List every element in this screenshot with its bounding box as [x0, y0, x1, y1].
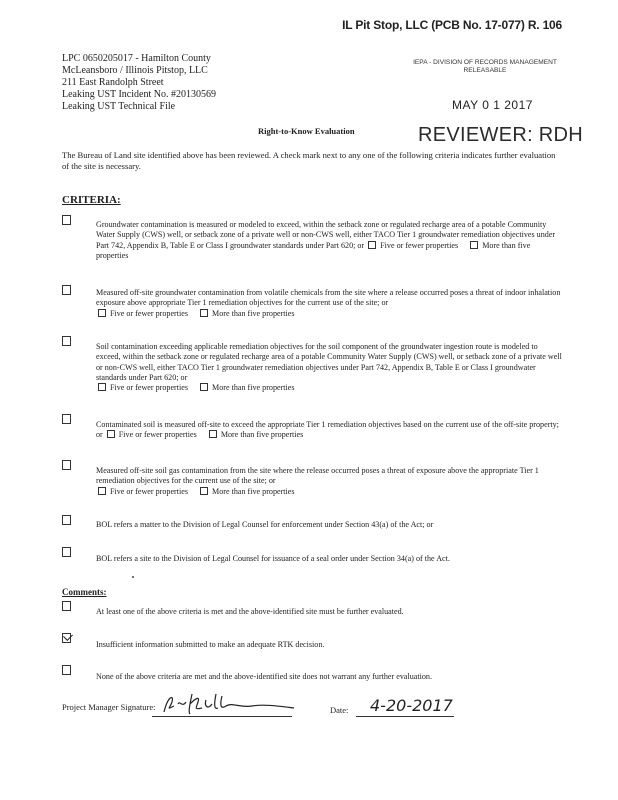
- signature-line: [152, 716, 292, 717]
- criterion-text: Measured off-site groundwater contamination from volatile chemicals from the site where a release occurred poses a threat of indoor inhalation exposure above appropriate Tier 1 remediation objectives for the current use of the site; or: [96, 288, 561, 308]
- criterion-7: [96, 554, 562, 564]
- site-address-block: [62, 53, 216, 113]
- criterion-6: [96, 520, 562, 530]
- criterion-1: [96, 220, 562, 261]
- option-checkbox[interactable]: [98, 383, 106, 391]
- option-label: Five or fewer properties: [110, 383, 188, 393]
- option-label: More than five properties: [96, 240, 531, 260]
- stray-mark: [132, 576, 134, 578]
- option-label: Five or fewer properties: [118, 430, 197, 440]
- option-checkbox[interactable]: [209, 430, 217, 438]
- criterion-3: [96, 342, 562, 393]
- option-label: Five or fewer properties: [110, 308, 188, 318]
- comments-heading: Comments:: [62, 587, 107, 597]
- criterion-text: Contaminated soil is measured off-site to exceed the appropriate Tier 1 remediation objectives based on the current use of the off-site property; or: [96, 420, 559, 440]
- option-checkbox[interactable]: [368, 241, 376, 249]
- handwritten-date: 4-20-2017: [370, 696, 453, 715]
- address-line: McLeansboro / Illinois Pitstop, LLC: [62, 65, 208, 76]
- option-checkbox[interactable]: [98, 487, 106, 495]
- criterion-2: [96, 288, 562, 319]
- comment-3: None of the above criteria are met and the above-identified site does not warrant any further evaluation.: [96, 672, 432, 681]
- releasable-stamp: [392, 59, 578, 75]
- criterion-text: BOL refers a site to the Division of Legal Counsel for issuance of a seal order under Section 34(a) of the Act.: [96, 554, 450, 563]
- stamp-date: MAY 0 1 2017: [452, 98, 533, 112]
- criterion-1-checkbox[interactable]: [62, 215, 71, 225]
- criterion-4: [96, 420, 562, 441]
- option-checkbox[interactable]: [200, 383, 208, 391]
- date-label: Date:: [330, 705, 349, 715]
- option-label: More than five properties: [212, 486, 295, 496]
- criterion-text: BOL refers a matter to the Division of Legal Counsel for enforcement under Section 43(a) of the Act; or: [96, 520, 434, 529]
- intro-paragraph: The Bureau of Land site identified above has been reviewed. A check mark next to any one of the following criteria indicates further evaluation of the site is necessary.: [62, 150, 556, 171]
- stamp-division: IEPA - DIVISION OF RECORDS MANAGEMENT: [413, 59, 557, 66]
- date-line: [356, 716, 454, 717]
- option-checkbox[interactable]: [107, 430, 115, 438]
- criterion-3-checkbox[interactable]: [62, 336, 71, 346]
- criterion-5: [96, 466, 562, 497]
- address-line: LPC 0650205017 - Hamilton County: [62, 53, 211, 64]
- option-label: More than five properties: [212, 383, 295, 393]
- criterion-5-checkbox[interactable]: [62, 460, 71, 470]
- criterion-7-checkbox[interactable]: [62, 547, 71, 557]
- comment-3-checkbox[interactable]: [62, 665, 71, 675]
- option-label: More than five properties: [212, 308, 295, 318]
- criteria-heading: CRITERIA:: [62, 194, 121, 206]
- address-line: Leaking UST Incident No. #20130569: [62, 89, 216, 100]
- criterion-4-checkbox[interactable]: [62, 414, 71, 424]
- option-label: More than five properties: [220, 430, 304, 440]
- criterion-text: Measured off-site soil gas contamination from the site where the release occurred poses a threat of exposure above the appropriate Tier 1 remediation objectives for the current use of the site; or: [96, 466, 539, 486]
- comment-2: Insufficient information submitted to make an adequate RTK decision.: [96, 640, 325, 649]
- criterion-text: Soil contamination exceeding applicable remediation objectives for the soil component of the groundwater ingestion route is modeled to exceed, within the setback zone or regulated recharge area of a potable Community Water Supply (CWS) well, or setback zone of a private well or non-CWS well, either TACO Tier 1 groundwater remediation objectives under Part 742, Appendix B, Table E or Class I groundwater standards under Part 620; or: [96, 342, 562, 382]
- option-checkbox[interactable]: [470, 241, 478, 249]
- comment-1: At least one of the above criteria is met and the above-identified site must be further evaluated.: [96, 607, 404, 616]
- criterion-2-checkbox[interactable]: [62, 285, 71, 295]
- option-checkbox[interactable]: [200, 487, 208, 495]
- comment-1-checkbox[interactable]: [62, 601, 71, 611]
- document-title: Right-to-Know Evaluation: [258, 126, 355, 136]
- case-reference: IL Pit Stop, LLC (PCB No. 17-077) R. 106: [342, 18, 562, 32]
- option-checkbox[interactable]: [200, 309, 208, 317]
- signature-label: Project Manager Signature:: [62, 702, 156, 712]
- stamp-releasable: RELEASABLE: [463, 67, 507, 74]
- comment-2-checkbox-checked[interactable]: [62, 633, 71, 643]
- option-label: Five or fewer properties: [380, 240, 459, 250]
- address-line: Leaking UST Technical File: [62, 101, 176, 112]
- criterion-6-checkbox[interactable]: [62, 515, 71, 525]
- address-line: 211 East Randolph Street: [62, 77, 164, 88]
- option-label: Five or fewer properties: [110, 486, 188, 496]
- reviewer-stamp: REVIEWER: RDH: [418, 124, 584, 146]
- option-checkbox[interactable]: [98, 309, 106, 317]
- criterion-text: Groundwater contamination is measured or modeled to exceed, within the setback zone or regulated recharge area of a potable Community Water Supply (CWS) well, or setback zone of a private well or non-CWS well, either TACO Tier 1 groundwater remediation objectives under Part 742, Appendix B, Table E or Class I groundwater standards under Part 620; or: [96, 220, 556, 250]
